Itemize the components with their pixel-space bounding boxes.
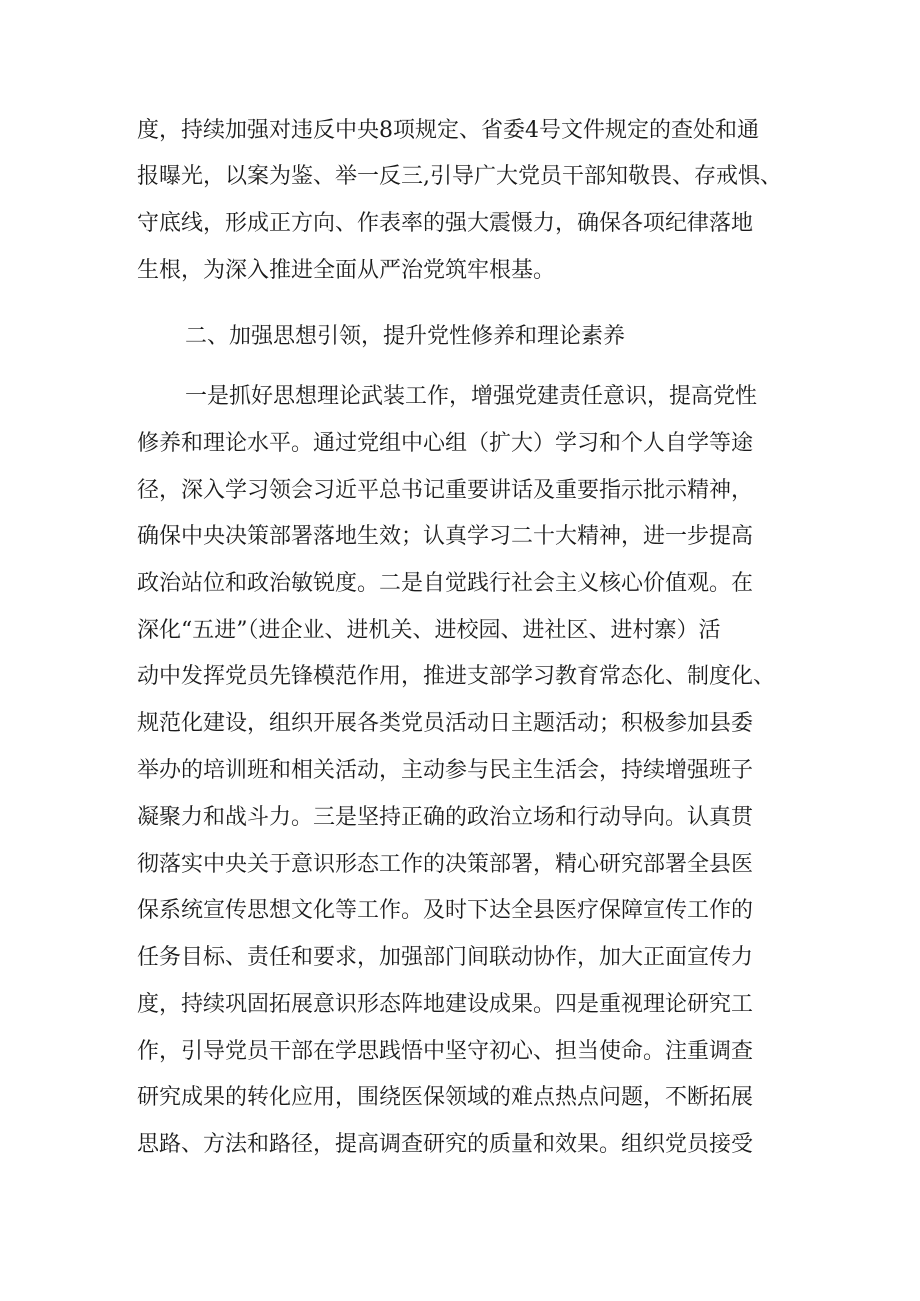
paragraph-line: 一是抓好思想理论武装工作，增强党建责任意识，提高党性 bbox=[185, 384, 758, 409]
paragraph-line: 度，持续巩固拓展意识形态阵地建设成果。四是重视理论研究工 bbox=[137, 992, 754, 1017]
paragraph-line: 凝聚力和战斗力。三是坚持正确的政治立场和行动导向。认真贯 bbox=[137, 805, 754, 830]
paragraph-line: 保系统宣传思想文化等工作。及时下达全县医疗保障宣传工作的 bbox=[137, 898, 754, 923]
paragraph-line: 径，深入学习领会习近平总书记重要讲话及重要指示批示精神， bbox=[137, 478, 754, 503]
paragraph-line: 度，持续加强对违反中央8项规定、省委4号文件规定的查处和通 bbox=[137, 118, 759, 143]
paragraph-line: 动中发挥党员先锋模范作用，推进支部学习教育常态化、制度化、 bbox=[137, 664, 776, 689]
paragraph-line: 作，引导党员干部在学思践悟中坚守初心、担当使命。注重调查 bbox=[137, 1039, 754, 1064]
paragraph-line: 报曝光，以案为鉴、举一反三,引导广大党员干部知敬畏、存戒惧、 bbox=[137, 164, 782, 189]
paragraph-line: 任务目标、责任和要求，加强部门间联动协作，加大正面宣传力 bbox=[137, 945, 754, 970]
paragraph-line: 思路、方法和路径，提高调查研究的质量和效果。组织党员接受 bbox=[137, 1132, 754, 1157]
paragraph-line: 守底线，形成正方向、作表率的强大震慑力，确保各项纪律落地 bbox=[137, 211, 754, 236]
paragraph-line: 确保中央决策部署落地生效；认真学习二十大精神，进一步提高 bbox=[137, 524, 754, 549]
section-heading: 二、加强思想引领，提升党性修养和理论素养 bbox=[185, 324, 626, 349]
paragraph-line: 政治站位和政治敏锐度。二是自觉践行社会主义核心价值观。在 bbox=[137, 571, 754, 596]
paragraph-line: 彻落实中央关于意识形态工作的决策部署，精心研究部署全县医 bbox=[137, 852, 754, 877]
paragraph-line: 深化“五进”（进企业、进机关、进校园、进社区、进村寨）活 bbox=[137, 618, 721, 643]
paragraph-line: 修养和理论水平。通过党组中心组（扩大）学习和个人自学等途 bbox=[137, 431, 754, 456]
paragraph-line: 研究成果的转化应用，围绕医保领域的难点热点问题，不断拓展 bbox=[137, 1085, 754, 1110]
paragraph-line: 规范化建设，组织开展各类党员活动日主题活动；积极参加县委 bbox=[137, 711, 754, 736]
paragraph-line: 举办的培训班和相关活动，主动参与民主生活会，持续增强班子 bbox=[137, 758, 754, 783]
paragraph-line: 生根，为深入推进全面从严治党筑牢根基。 bbox=[137, 258, 556, 283]
